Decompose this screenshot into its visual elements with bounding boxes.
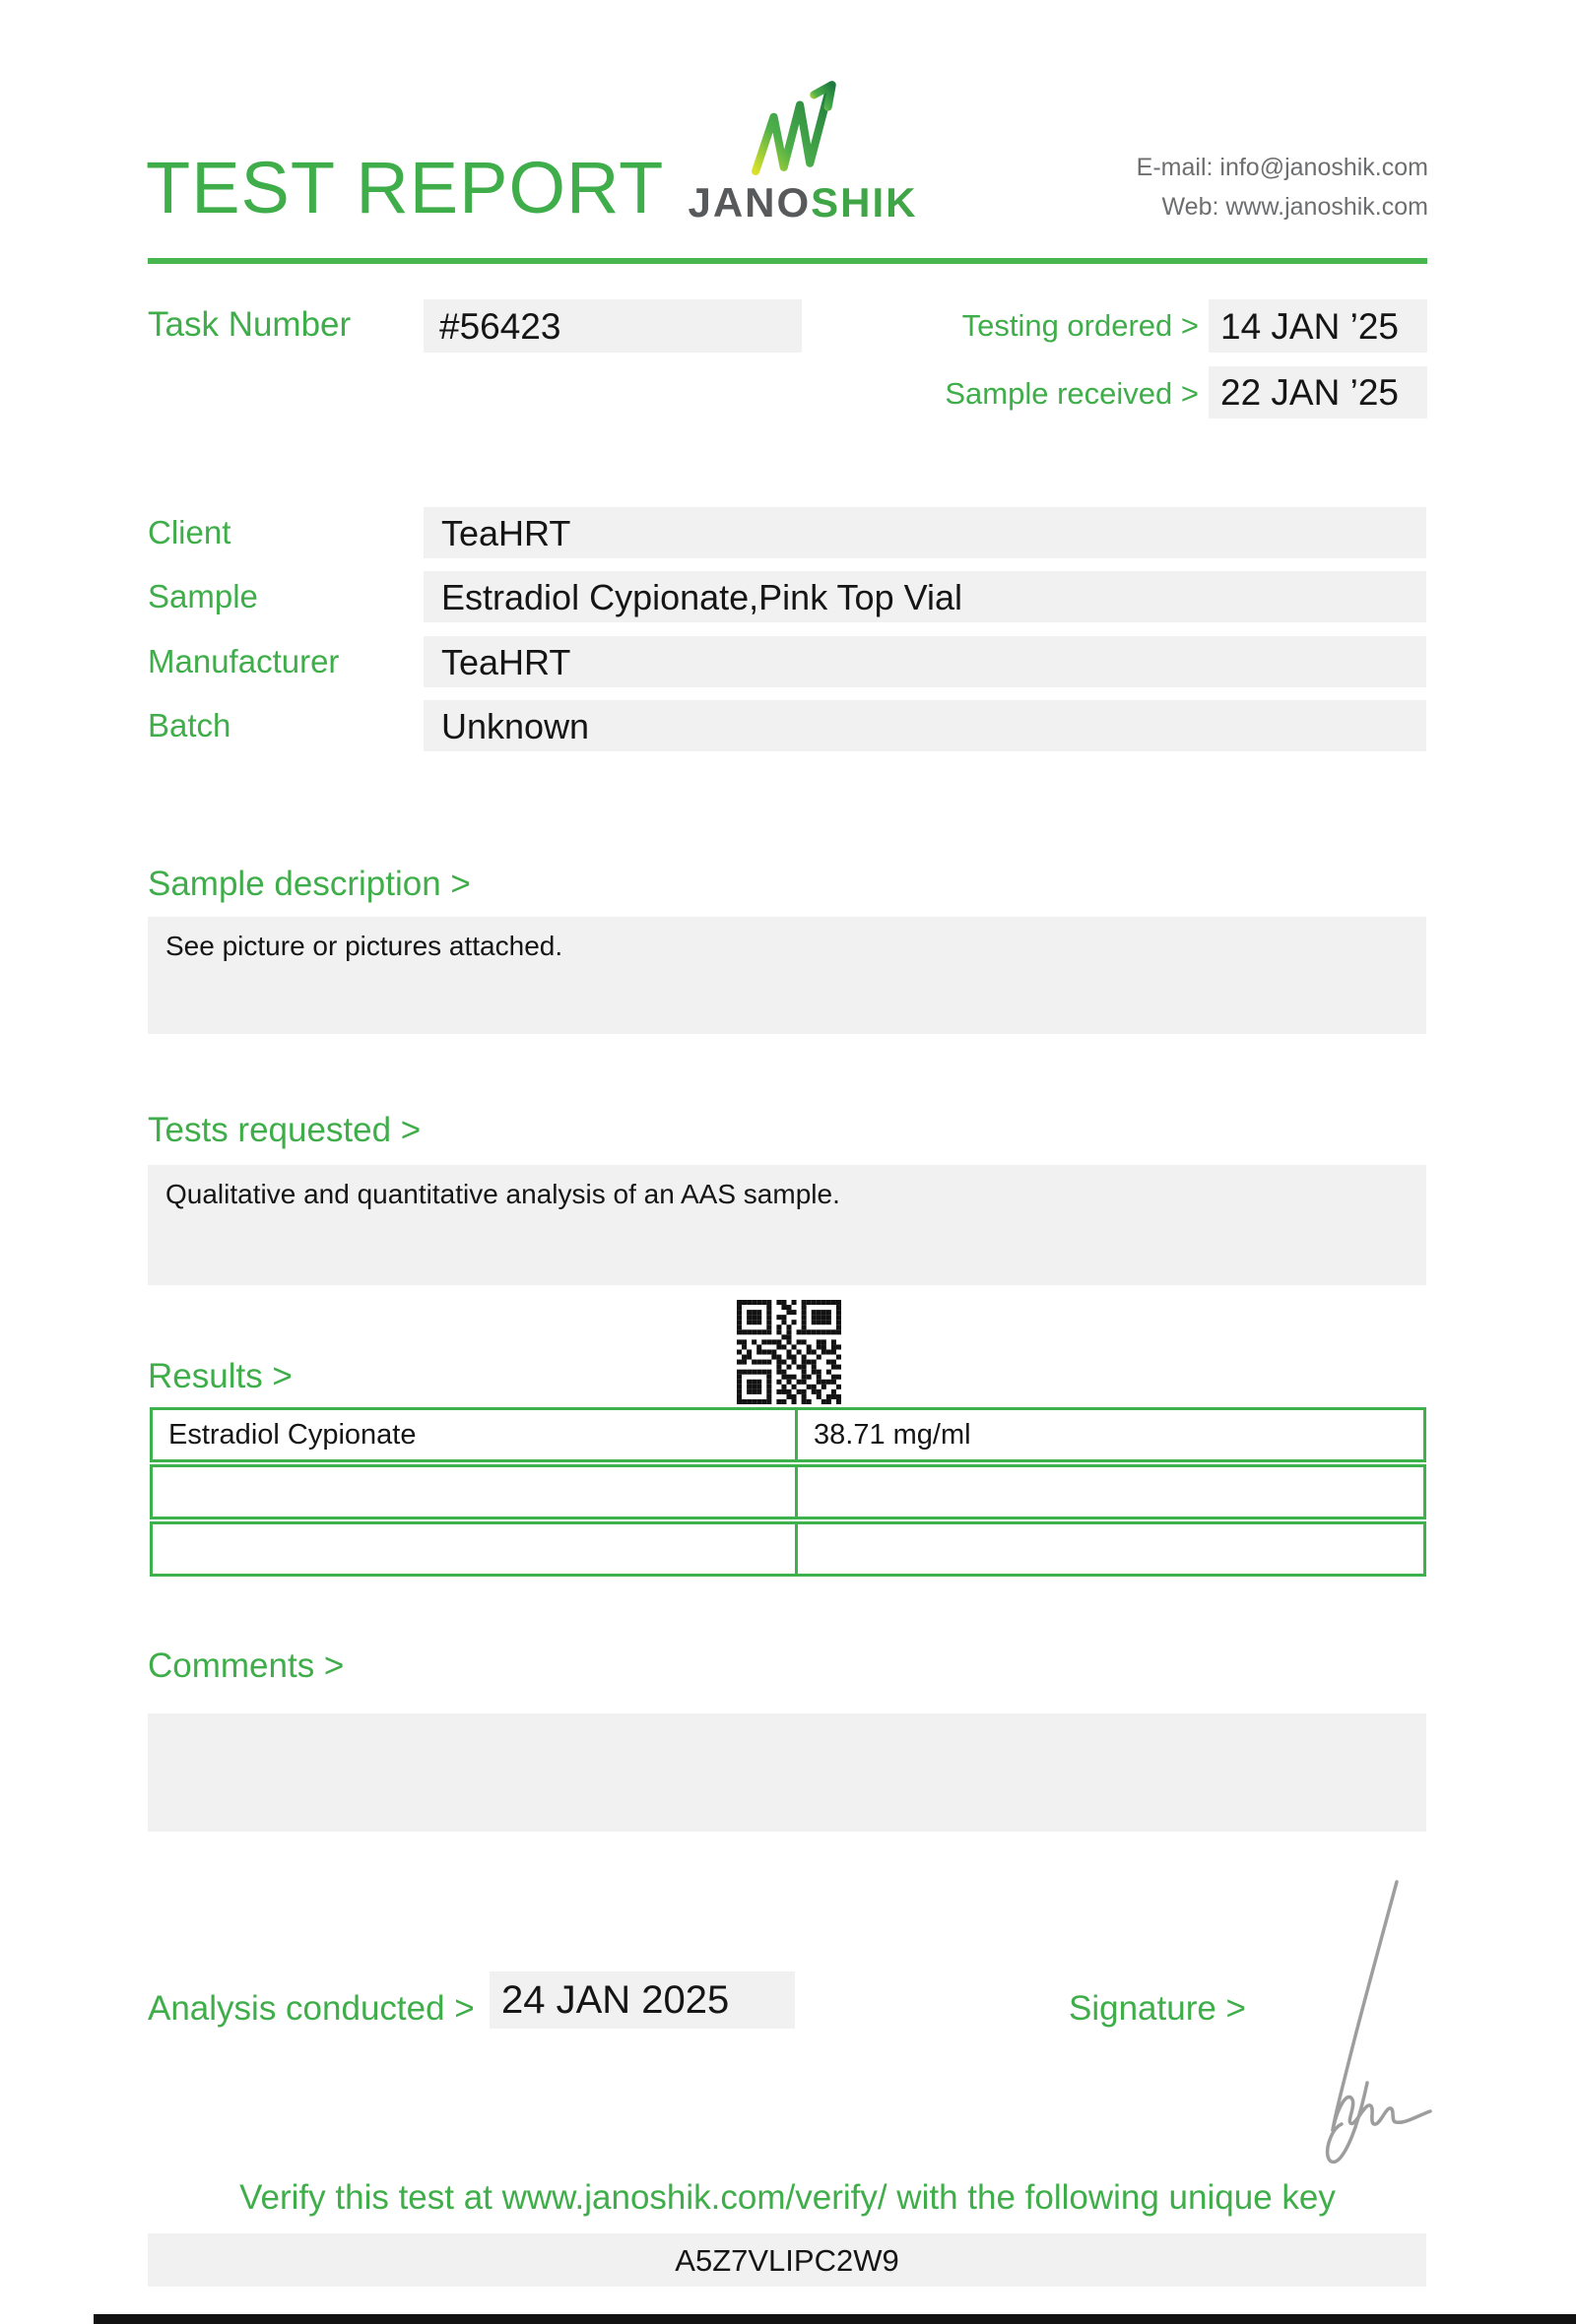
- testing-ordered-date: 14 JAN ’25: [1209, 299, 1427, 353]
- contact-web: Web: www.janoshik.com: [1161, 193, 1428, 221]
- signature-label: Signature >: [1069, 1989, 1246, 2028]
- page-title: TEST REPORT: [146, 147, 665, 228]
- result-substance: [153, 1524, 798, 1574]
- contact-email: E-mail: info@janoshik.com: [1136, 154, 1428, 181]
- table-row: [150, 1407, 1426, 1462]
- results-table: [150, 1407, 1426, 1579]
- header-divider: [148, 258, 1427, 264]
- result-substance: [153, 1467, 798, 1517]
- comments-box: [148, 1713, 1426, 1832]
- sample-description-text: See picture or pictures attached.: [165, 931, 563, 961]
- table-row: [150, 1464, 1426, 1519]
- client-label: Client: [148, 514, 231, 550]
- sample-description-box: [148, 917, 1426, 1034]
- table-row: [150, 1521, 1426, 1577]
- logo-word-green: SHIK: [811, 179, 918, 226]
- client-value: TeaHRT: [424, 507, 1426, 558]
- logo-wordmark: [680, 179, 926, 226]
- trend-chart-icon: [747, 77, 849, 177]
- analysis-conducted-date: 24 JAN 2025: [490, 1971, 795, 2029]
- results-heading: Results >: [148, 1357, 293, 1395]
- tests-requested-text: Qualitative and quantitative analysis of an AAS sample.: [165, 1179, 840, 1209]
- result-concentration: [798, 1467, 1423, 1517]
- batch-label: Batch: [148, 707, 231, 743]
- batch-value: Unknown: [424, 700, 1426, 751]
- sample-received-date: 22 JAN ’25: [1209, 366, 1427, 419]
- task-number-value: #56423: [424, 299, 802, 353]
- tests-requested-heading: Tests requested >: [148, 1111, 422, 1149]
- sample-received-label: Sample received >: [945, 376, 1199, 411]
- page-bottom-edge: [94, 2314, 1576, 2324]
- verify-instruction: Verify this test at www.janoshik.com/verify/ with the following unique key: [239, 2178, 1336, 2217]
- sample-description-heading: Sample description >: [148, 865, 471, 903]
- sample-label: Sample: [148, 578, 258, 614]
- logo-word-gray: JANO: [688, 179, 812, 226]
- task-number-label: Task Number: [148, 305, 352, 344]
- result-substance: Estradiol Cypionate: [153, 1410, 798, 1459]
- manufacturer-value: TeaHRT: [424, 636, 1426, 687]
- tests-requested-box: [148, 1165, 1426, 1285]
- testing-ordered-label: Testing ordered >: [961, 308, 1199, 343]
- sample-value: Estradiol Cypionate,Pink Top Vial: [424, 571, 1426, 622]
- qr-code: [737, 1300, 841, 1404]
- signature-image: [1280, 1876, 1458, 2171]
- unique-key: A5Z7VLIPC2W9: [148, 2233, 1426, 2287]
- contact-info: [985, 148, 1428, 226]
- analysis-conducted-label: Analysis conducted >: [148, 1989, 475, 2028]
- manufacturer-label: Manufacturer: [148, 643, 340, 679]
- result-concentration: 38.71 mg/ml: [814, 1419, 971, 1451]
- result-concentration: [798, 1524, 1423, 1574]
- comments-heading: Comments >: [148, 1646, 345, 1685]
